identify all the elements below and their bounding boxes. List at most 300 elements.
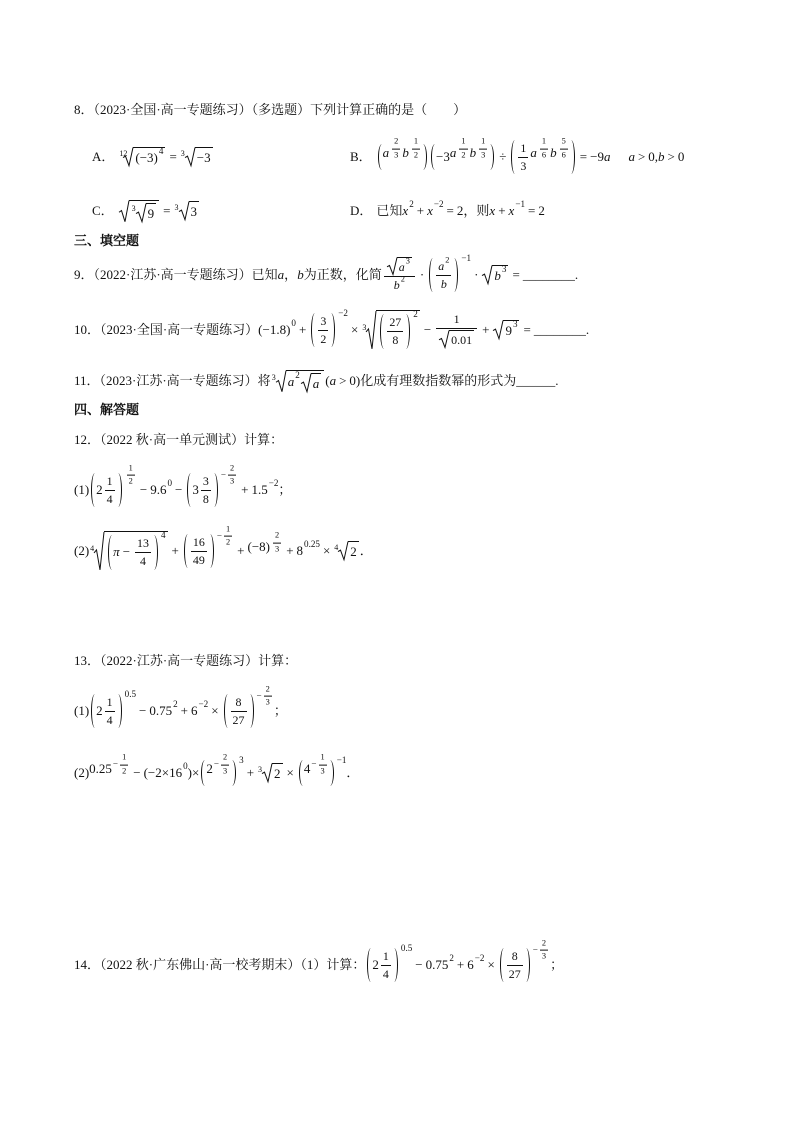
fraction	[201, 474, 211, 507]
fraction-denominator	[191, 552, 207, 568]
radical-index	[90, 545, 94, 553]
right-parenthesis	[406, 314, 410, 349]
option-d-label: D．	[350, 202, 373, 218]
left-parenthesis	[299, 760, 303, 786]
question-8-option-a	[92, 127, 214, 187]
parenthesis-body	[382, 136, 422, 171]
math-text: −2	[268, 477, 279, 488]
fraction-numerator	[231, 695, 247, 712]
power	[505, 319, 518, 339]
power	[508, 198, 525, 219]
math-text: 8	[296, 542, 304, 558]
math-text: 8	[392, 333, 399, 347]
radical-sign-icon	[185, 147, 195, 166]
exponent	[125, 463, 137, 487]
math-text: 2	[445, 254, 450, 264]
math-text: (−8)	[247, 539, 270, 555]
parenthesis-body	[372, 947, 392, 984]
power-base	[191, 703, 198, 719]
power	[402, 198, 414, 219]
fraction-numerator	[135, 536, 151, 553]
fraction-denominator	[518, 158, 528, 174]
power-base	[427, 203, 433, 219]
question-13-part-2	[74, 743, 359, 803]
fraction-numerator	[319, 753, 327, 765]
math-text: 1	[541, 136, 547, 146]
exponent	[125, 689, 136, 700]
right-parenthesis	[571, 140, 575, 175]
parenthesis-body	[229, 693, 249, 730]
left-parenthesis	[224, 694, 228, 729]
right-parenthesis	[454, 258, 458, 293]
power-base	[106, 534, 160, 571]
math-text: 3	[180, 148, 185, 158]
power-base	[149, 703, 172, 719]
math-text: 4	[158, 146, 164, 157]
power	[296, 538, 320, 559]
left-parenthesis	[367, 948, 371, 983]
math-text: 2	[456, 202, 464, 218]
power	[297, 752, 347, 787]
math-variable: a	[329, 372, 337, 388]
fraction	[191, 535, 207, 568]
math-text: −	[256, 690, 262, 701]
math-text: 2	[413, 309, 418, 320]
fraction	[560, 137, 568, 161]
math-text: −	[220, 469, 226, 480]
math-text: ________	[522, 266, 575, 282]
power-base	[185, 472, 219, 509]
math-text: 9.6	[150, 481, 167, 497]
fraction	[221, 753, 229, 777]
math-text: 49	[192, 552, 205, 567]
radical-sign-icon	[439, 330, 449, 348]
power-base	[378, 313, 412, 350]
radical-sign-icon	[338, 541, 348, 560]
power	[169, 760, 188, 781]
math-text: 2	[122, 766, 127, 776]
fraction-numerator	[459, 137, 467, 149]
math-text: 8	[235, 694, 242, 709]
math-variable: a	[382, 145, 390, 161]
math-text: −	[174, 481, 183, 497]
math-text: 1	[225, 524, 231, 534]
fraction	[224, 524, 232, 548]
power	[469, 136, 490, 169]
radical	[175, 201, 200, 220]
fraction-numerator	[518, 141, 528, 158]
math-text: >	[339, 372, 347, 388]
math-text: −	[216, 530, 222, 541]
question-13-part-1	[74, 681, 287, 741]
math-text: −	[139, 702, 147, 718]
math-text: 13	[137, 536, 149, 551]
power-base	[89, 761, 112, 777]
math-variable: x	[489, 202, 496, 218]
parenthesis-body	[385, 313, 405, 350]
math-text: 13．（2022·江苏·高一专题练习）计算：	[74, 652, 298, 668]
math-text: 0.5	[124, 688, 137, 699]
math-text: 3	[239, 755, 244, 766]
math-text: +	[498, 202, 506, 218]
power-base	[450, 145, 457, 161]
power	[182, 524, 234, 570]
math-text: 0.75	[425, 956, 449, 972]
math-text: −	[311, 758, 317, 769]
exponent	[475, 953, 485, 964]
power-base	[89, 693, 123, 730]
math-text: −	[213, 758, 219, 769]
power-base	[550, 145, 557, 161]
right-parenthesis	[331, 313, 335, 348]
math-text: 2	[229, 463, 235, 473]
exponent	[113, 753, 130, 777]
power-base	[470, 145, 477, 161]
question-12-part-2	[74, 521, 373, 581]
radical-body	[286, 370, 325, 392]
math-text: 3	[271, 373, 276, 383]
math-text: 6	[541, 150, 547, 160]
exponent	[513, 319, 518, 330]
question-11	[74, 351, 559, 411]
math-variable: b	[494, 268, 501, 284]
math-text: 2	[449, 952, 454, 963]
question-9	[74, 245, 578, 305]
fraction-denominator	[507, 966, 523, 982]
math-text: 2	[372, 956, 379, 972]
math-text: ，则	[463, 202, 490, 218]
fraction	[120, 753, 128, 777]
parentheses	[223, 693, 255, 730]
fraction-numerator	[224, 524, 232, 536]
math-variable: a	[449, 145, 457, 161]
math-text: 9．（2022·江苏·高一专题练习）已知	[74, 266, 278, 282]
math-text: 2	[350, 544, 357, 560]
math-variable: π	[113, 544, 120, 560]
fraction-denominator	[264, 697, 272, 708]
math-text: )×	[187, 764, 200, 780]
radical	[301, 373, 322, 392]
math-text: 为正数，化简	[303, 266, 382, 282]
option-a-label: A．	[92, 148, 115, 164]
math-text: 1	[106, 694, 113, 709]
radical	[119, 147, 165, 166]
fraction-numerator	[264, 684, 272, 696]
math-text: −1	[515, 198, 525, 209]
math-text: 10．（2023·全国·高一专题练习）	[74, 321, 259, 337]
math-text: −	[133, 764, 141, 780]
parenthesis-body	[316, 312, 330, 349]
math-text: 3	[265, 697, 270, 707]
math-text: .	[574, 266, 579, 282]
question-8-option-d	[350, 181, 545, 241]
math-text: 1	[320, 752, 325, 762]
left-parenthesis	[201, 760, 205, 786]
fraction-denominator	[318, 331, 328, 347]
parenthesis-body	[436, 136, 489, 171]
power	[309, 307, 348, 349]
parentheses	[90, 472, 122, 509]
right-parenthesis	[118, 694, 122, 729]
question-8-option-b	[350, 127, 684, 187]
fraction-numerator	[479, 137, 487, 149]
power	[303, 752, 329, 785]
math-text: −3	[196, 150, 211, 166]
fraction-denominator	[120, 765, 128, 776]
exponent	[434, 199, 444, 210]
exponent	[409, 199, 414, 210]
math-text: +	[171, 542, 179, 558]
radical-index	[258, 766, 262, 774]
math-text: 3	[131, 204, 136, 214]
math-text: ．	[359, 542, 373, 558]
exponent	[291, 318, 296, 329]
radical-body	[311, 373, 322, 392]
math-text: 化成有理数指数幂的形式为	[360, 372, 517, 388]
math-text: 16	[192, 534, 205, 549]
fraction-numerator	[436, 312, 477, 329]
power-base	[426, 957, 449, 973]
math-text: 0	[183, 760, 188, 771]
power	[393, 274, 405, 293]
parenthesis-body	[516, 136, 569, 176]
fraction-denominator	[560, 149, 568, 160]
math-text: ；	[278, 481, 292, 497]
radical	[439, 330, 474, 348]
math-text: 3	[202, 473, 209, 488]
power-base	[530, 145, 537, 161]
math-text: −2	[338, 307, 348, 318]
fraction	[436, 312, 477, 348]
math-text: 1	[461, 136, 466, 146]
power-base	[150, 482, 166, 498]
power	[427, 198, 444, 219]
exponent	[221, 463, 238, 487]
power-base	[251, 482, 267, 498]
left-parenthesis	[431, 144, 435, 170]
power-base	[402, 203, 408, 219]
power-base	[394, 278, 400, 293]
power	[427, 252, 472, 294]
exponent	[269, 478, 279, 489]
radical	[181, 147, 213, 166]
math-variable: a	[312, 375, 320, 391]
fraction-denominator	[231, 712, 247, 728]
fraction-denominator	[479, 149, 487, 160]
parentheses	[186, 472, 218, 509]
right-parenthesis	[394, 948, 398, 983]
fraction-numerator	[191, 535, 207, 552]
fraction	[518, 141, 528, 174]
radical-sign-icon	[94, 531, 104, 571]
math-text: 27	[389, 315, 402, 330]
math-text: 2	[538, 202, 545, 218]
math-text: =	[523, 321, 531, 337]
math-text: ；	[273, 702, 287, 718]
math-text: 12．（2022 秋·高一单元测试）计算：	[74, 431, 284, 447]
fraction	[105, 695, 115, 728]
parenthesis-body	[113, 534, 153, 571]
radical-sign-icon	[179, 201, 189, 220]
math-text: −3	[436, 148, 450, 164]
fraction-numerator	[392, 137, 400, 149]
math-text: 3	[320, 313, 327, 328]
fraction-numerator	[105, 474, 115, 491]
math-variable: a	[398, 260, 405, 275]
math-text: 3	[512, 319, 518, 330]
question-14	[74, 935, 563, 995]
radical-sign-icon	[262, 763, 272, 782]
exponent	[159, 146, 164, 157]
power-base	[438, 259, 444, 274]
math-text: ，	[284, 266, 298, 282]
fraction-denominator	[105, 491, 115, 507]
math-text: +	[180, 702, 189, 718]
math-text: 6	[467, 956, 474, 972]
power-base	[199, 752, 238, 787]
math-text: (	[325, 372, 330, 388]
power	[150, 477, 172, 498]
power-base	[222, 693, 256, 730]
math-text: 4	[303, 761, 311, 777]
radical-body	[503, 320, 519, 339]
power-base	[258, 322, 290, 338]
math-text: ·	[474, 266, 479, 282]
fraction-denominator	[384, 274, 415, 293]
right-parenthesis	[330, 760, 334, 786]
option-b-expression	[376, 136, 611, 176]
math-text: 1	[106, 473, 113, 488]
math-text: ×	[487, 956, 495, 972]
math-text: 已知	[376, 202, 403, 218]
fraction	[135, 536, 151, 569]
math-text: 3	[394, 150, 399, 160]
exponent	[449, 953, 454, 964]
math-text: 3	[229, 476, 235, 486]
fraction-numerator	[127, 463, 135, 475]
radical	[482, 265, 508, 284]
power	[135, 146, 164, 166]
math-text: 3	[275, 544, 280, 554]
fraction	[381, 949, 391, 982]
math-text: ×	[286, 764, 294, 780]
fraction-numerator	[120, 753, 128, 765]
fraction-numerator	[436, 254, 451, 276]
radical-index	[334, 544, 338, 552]
math-text: 2	[128, 476, 133, 486]
exponent	[183, 761, 188, 772]
right-parenthesis	[250, 694, 254, 729]
section-heading-answer: 四、解答题	[74, 402, 140, 418]
math-text: −	[139, 481, 148, 497]
exponent	[257, 684, 274, 708]
power-base	[182, 533, 216, 570]
radical-body	[104, 531, 167, 571]
exponent	[502, 264, 507, 275]
power	[258, 317, 296, 338]
power-base	[509, 203, 515, 219]
math-variable: b	[393, 278, 400, 292]
power-base	[498, 947, 532, 984]
parentheses	[499, 947, 531, 984]
math-text: +	[482, 321, 490, 337]
right-parenthesis	[232, 760, 236, 786]
math-text: +	[241, 481, 249, 497]
power	[498, 938, 550, 984]
exponent	[199, 699, 209, 710]
parenthesis-body	[434, 254, 453, 294]
radical-sign-icon	[366, 310, 376, 350]
exponent	[304, 539, 320, 550]
math-text: ×	[350, 321, 359, 337]
math-text: 1	[520, 140, 527, 155]
exponent	[239, 755, 244, 766]
left-parenthesis	[91, 473, 95, 508]
radical-index	[272, 374, 276, 382]
fraction-denominator	[540, 951, 548, 962]
fraction-numerator	[201, 474, 211, 491]
math-variable: b	[440, 276, 447, 291]
math-text: +	[286, 542, 294, 558]
math-text: 0.75	[149, 702, 173, 718]
math-text: 0.5	[400, 942, 413, 953]
power	[530, 136, 550, 169]
math-variable: a	[603, 148, 611, 164]
exponent	[477, 137, 489, 161]
math-text: 4	[160, 530, 166, 541]
math-variable: b	[402, 145, 409, 161]
math-text: (−2×	[143, 764, 170, 780]
power	[467, 952, 485, 973]
math-text: 2	[413, 150, 419, 160]
power	[438, 254, 450, 274]
radical-body	[449, 330, 474, 348]
exponent	[515, 199, 525, 210]
parentheses	[298, 752, 335, 787]
math-text: 4	[106, 491, 113, 506]
radical	[90, 531, 167, 571]
fraction-numerator	[384, 257, 415, 277]
math-text: 0	[291, 317, 296, 328]
power-base	[169, 765, 182, 781]
math-text: .	[555, 372, 559, 388]
power	[89, 752, 130, 785]
math-text: ×	[211, 702, 219, 718]
fraction-numerator	[318, 314, 328, 331]
math-text: 0.25	[89, 761, 112, 777]
fraction-numerator	[412, 137, 420, 149]
fraction	[412, 137, 420, 161]
radical	[493, 320, 519, 339]
exponent	[295, 370, 300, 381]
exponent	[167, 478, 172, 489]
power	[206, 752, 231, 785]
exponent	[390, 137, 402, 161]
fraction-denominator	[105, 712, 115, 728]
fraction	[507, 949, 523, 982]
left-parenthesis	[187, 473, 191, 508]
power-base	[505, 323, 512, 339]
math-text: 3	[222, 766, 228, 776]
math-text: 2	[541, 938, 547, 948]
fraction	[436, 254, 451, 292]
math-variable: a	[628, 148, 635, 164]
power	[425, 952, 454, 973]
fraction-denominator	[392, 149, 400, 160]
power	[494, 264, 507, 284]
math-text: −	[112, 758, 119, 769]
math-text: −2	[198, 698, 209, 709]
